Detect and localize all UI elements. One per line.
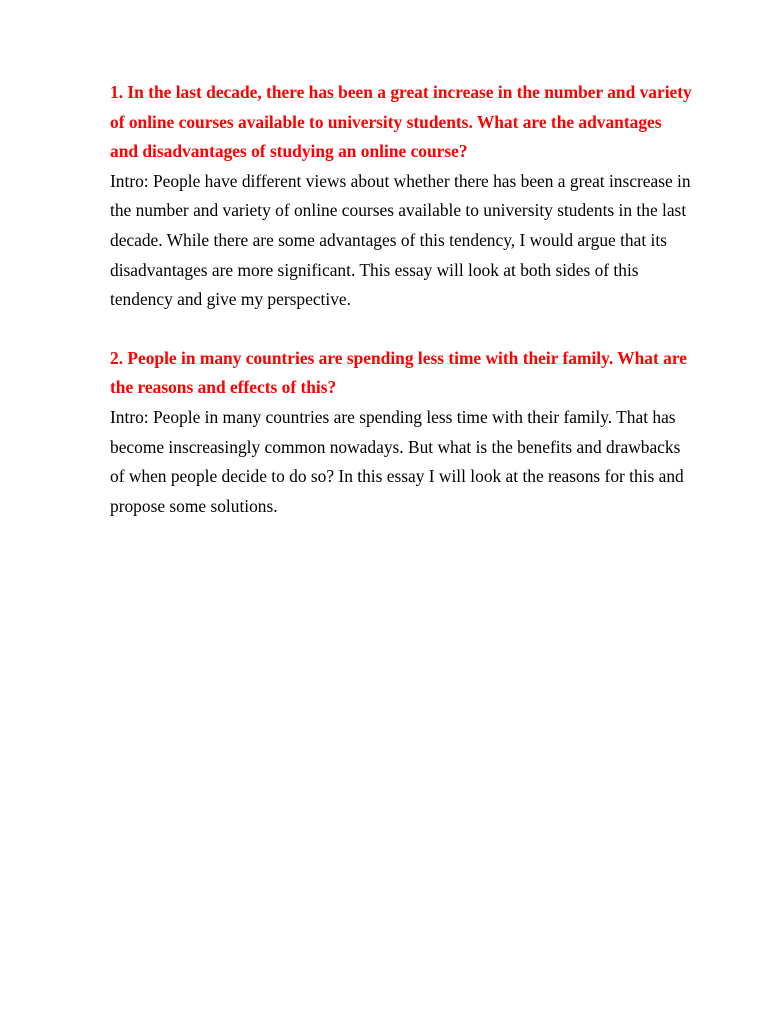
essay-intro-2: Intro: People in many countries are spending less time with their family. That has become inscreasingly common nowadays. But what is the benefits and drawbacks of when people decide to do so? In this essay I will look at the reasons for this and propose some solutions. <box>110 406 684 516</box>
paragraph-spacer <box>110 315 692 344</box>
essay-item-1 <box>110 78 692 315</box>
essay-question-2: 2. People in many countries are spending less time with their family. What are the reasons and effects of this? <box>110 347 687 398</box>
essay-question-1: 1. In the last decade, there has been a great increase in the number and variety of online courses available to university students. What are the advantages and disadvantages of studying an online course? <box>110 82 692 162</box>
document-content <box>110 78 692 521</box>
essay-item-2 <box>110 344 692 522</box>
essay-intro-1: Intro: People have different views about whether there has been a great inscrease in the number and variety of online courses available to university students in the last decade. While there are some advantages of this tendency, I would argue that its disadvantages are more significant. This essay will look at both sides of this tendency and give my perspective. <box>110 170 691 310</box>
